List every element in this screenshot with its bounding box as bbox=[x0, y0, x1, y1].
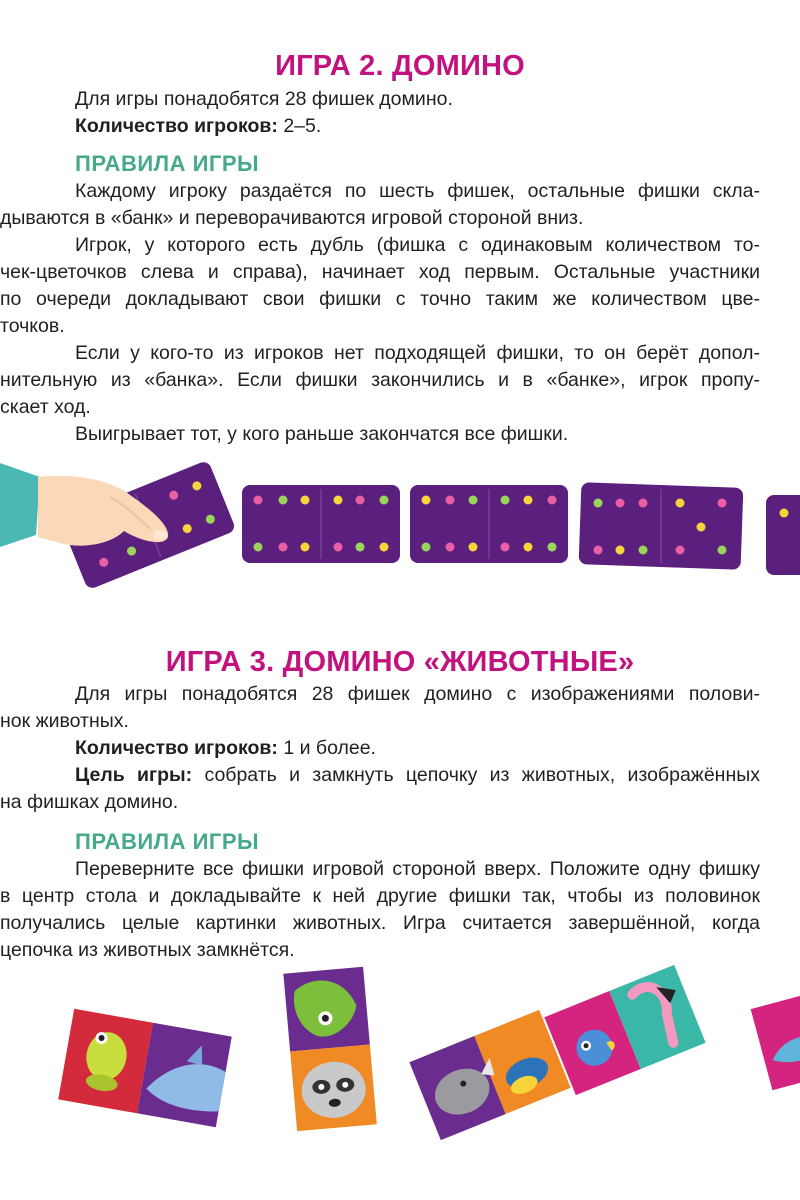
domino-illustration bbox=[0, 455, 800, 595]
animal-domino-illustration bbox=[0, 960, 800, 1200]
game3-goal-label: Цель игры: bbox=[75, 764, 193, 786]
game2-rule-line: точков. bbox=[0, 315, 65, 337]
domino-dots-tile-icon bbox=[410, 485, 568, 563]
game3-intro-line: нок животных. bbox=[0, 710, 129, 732]
game3-rules bbox=[0, 856, 760, 964]
game2-rule-line: дываются в «банк» и переворачиваются игровой стороной вниз. bbox=[0, 207, 584, 229]
game3-players-label: Количество игроков: bbox=[75, 737, 278, 759]
game2-rules bbox=[0, 178, 760, 448]
game3-rule-line: в центр стола и докладывайте к ней другие фишки так, чтобы из половинок bbox=[0, 885, 760, 907]
game2-rule-line: скает ход. bbox=[0, 396, 91, 418]
game2-rule-line: по очереди докладывают свои фишки с точно таким же количеством цве- bbox=[0, 288, 760, 310]
game3-intro bbox=[0, 681, 760, 735]
game3-goal-line: на фишках домино. bbox=[0, 791, 179, 813]
game3-rules-heading: ПРАВИЛА ИГРЫ bbox=[75, 829, 260, 854]
game3-rule-line: Переверните все фишки игровой стороной вверх. Положите одну фишку bbox=[75, 858, 760, 880]
game3-intro-line: Для игры понадобятся 28 фишек домино с изображениями полови- bbox=[75, 683, 760, 705]
game2-rules-heading: ПРАВИЛА ИГРЫ bbox=[75, 151, 260, 176]
domino-dots-tile-icon bbox=[579, 482, 744, 570]
game2-rule-line: Выигрывает тот, у кого раньше закончатся все фишки. bbox=[75, 423, 569, 445]
frog-shark-domino bbox=[58, 1009, 232, 1127]
game3-players bbox=[75, 737, 376, 760]
game3-rule-line: получались целые картинки животных. Игра считается завершённой, когда bbox=[0, 912, 760, 934]
game2-title: ИГРА 2. ДОМИНО bbox=[275, 50, 525, 82]
game3-goal-line bbox=[75, 762, 760, 789]
game3-title: ИГРА 3. ДОМИНО «ЖИВОТНЫЕ» bbox=[165, 646, 635, 678]
game2-intro: Для игры понадобятся 28 фишек домино. bbox=[75, 88, 453, 110]
game2-rule-line: Каждому игроку раздаётся по шесть фишек, остальные фишки скла- bbox=[75, 180, 760, 202]
game2-rule-line: нительную из «банка». Если фишки закончились и в «банке», игрок пропу- bbox=[0, 369, 760, 391]
game2-players bbox=[75, 115, 321, 138]
game2-players-value: 2–5. bbox=[277, 115, 322, 137]
rhino-parrot-domino bbox=[409, 1010, 570, 1140]
sleeve-icon bbox=[0, 463, 40, 547]
game3-goal-value: собрать и замкнуть цепочку из животных, изображённых bbox=[192, 764, 760, 786]
game3-rule-line: цепочка из животных замкнётся. bbox=[0, 939, 295, 961]
parrot-flamingo-domino bbox=[544, 965, 705, 1095]
dolphin-domino bbox=[751, 991, 800, 1090]
game3-players-value: 1 и более. bbox=[277, 737, 376, 759]
domino-dots-tile-icon bbox=[766, 495, 800, 575]
game2-players-label: Количество игроков: bbox=[75, 115, 278, 137]
domino-dots-tile-icon bbox=[242, 485, 400, 563]
game2-rule-line: Игрок, у которого есть дубль (фишка с одинаковым количеством то- bbox=[75, 234, 760, 256]
game2-rule-line: чек-цветочков слева и справа), начинает ход первым. Остальные участники bbox=[0, 261, 760, 283]
game3-goal bbox=[0, 762, 760, 816]
chameleon-raccoon-domino bbox=[283, 967, 376, 1131]
game2-rule-line: Если у кого-то из игроков нет подходящей фишки, то он берёт допол- bbox=[75, 342, 760, 364]
